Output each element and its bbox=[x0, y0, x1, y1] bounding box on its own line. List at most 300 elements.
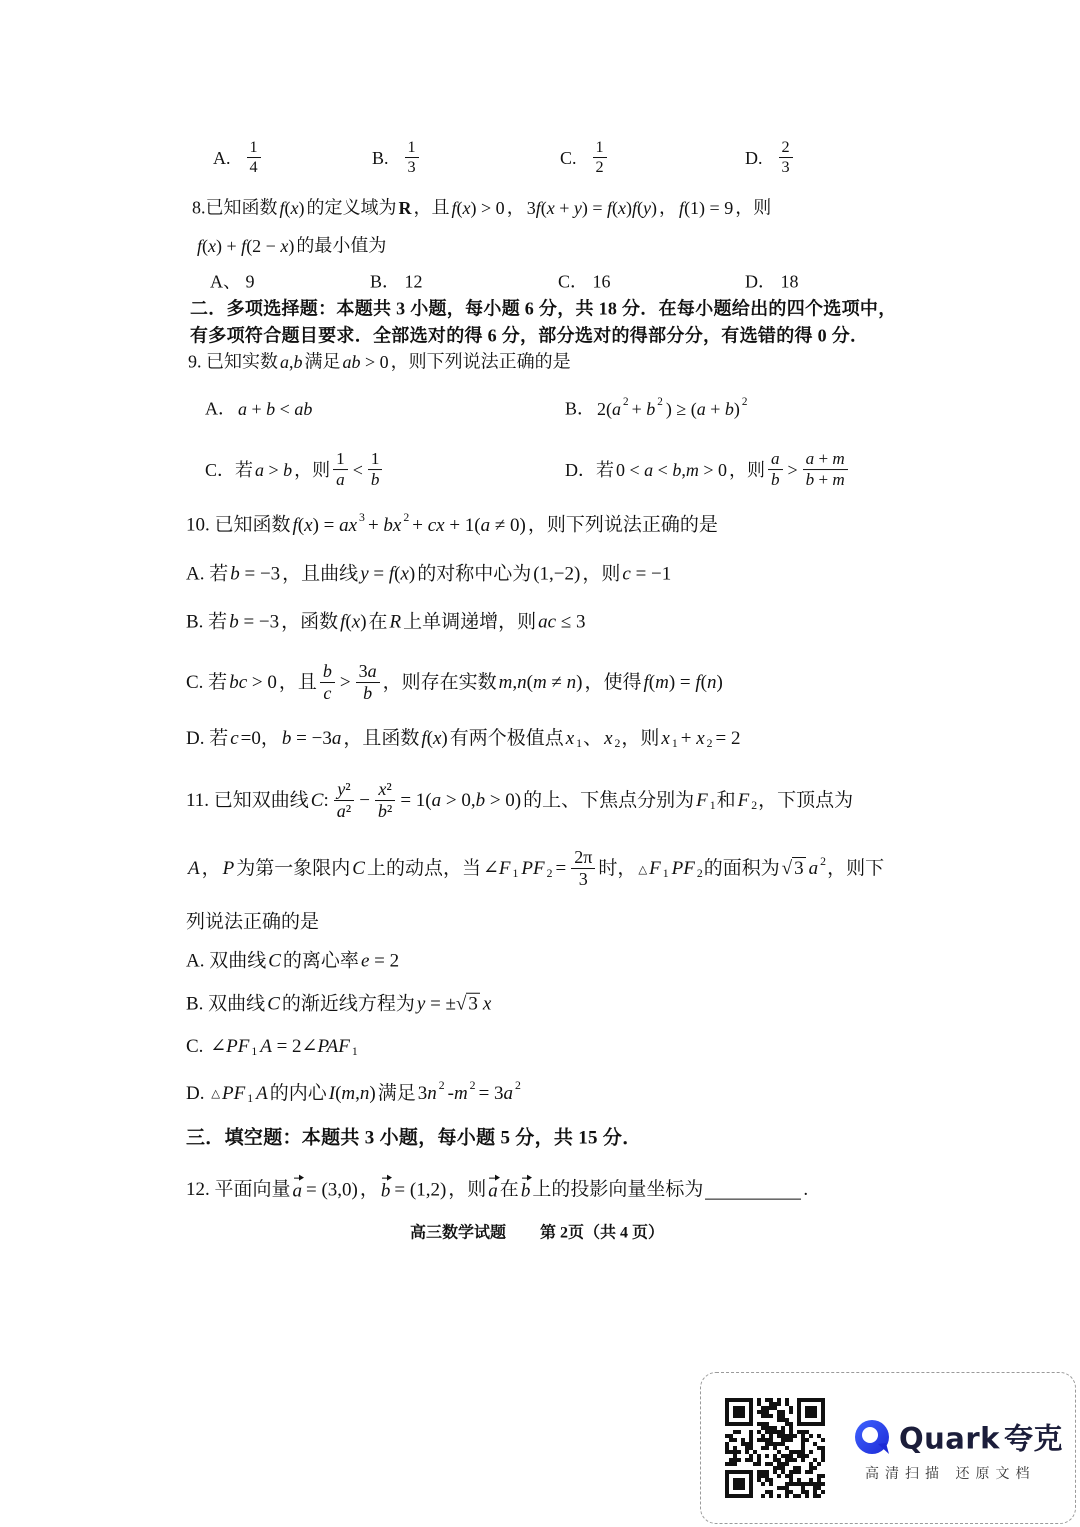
text-run: 满足 bbox=[377, 1082, 416, 1104]
math-expression: C: bbox=[310, 790, 329, 812]
text-run: C. 若 bbox=[186, 672, 228, 694]
math-variable: b bbox=[520, 1180, 531, 1202]
math-variable: a bbox=[808, 858, 819, 880]
text-run: B. 若 bbox=[186, 611, 228, 633]
text-run: 的渐近线方程为 bbox=[281, 993, 415, 1015]
section-2-header-line-1 bbox=[190, 296, 897, 320]
subscript: 1 bbox=[576, 737, 583, 751]
superscript: 2 bbox=[438, 1079, 445, 1093]
math-variable: x bbox=[565, 727, 575, 749]
q8-stem-line-2 bbox=[195, 233, 386, 257]
text-run: ，且曲线 bbox=[282, 563, 359, 585]
math-variable: f bbox=[292, 514, 298, 536]
q7-option-b bbox=[372, 139, 422, 177]
math-variable: x bbox=[208, 235, 217, 256]
text-run: 的最小值为 bbox=[296, 235, 387, 256]
text-run: 的定义域为 bbox=[306, 197, 397, 218]
math-variable: y bbox=[360, 563, 369, 585]
math-variable: x bbox=[400, 563, 409, 585]
fraction-denominator: a² bbox=[336, 801, 352, 822]
math-variable: F bbox=[696, 790, 708, 812]
math-expression: c = −1 bbox=[622, 563, 672, 585]
text-run: C. bbox=[560, 147, 577, 168]
text-run: ，下顶点为 bbox=[758, 790, 854, 812]
math-variable: b bbox=[672, 459, 682, 480]
subscript: 1 bbox=[512, 867, 519, 881]
math-variable: c bbox=[622, 563, 631, 585]
math-variable: b bbox=[770, 470, 780, 490]
text-run: 为第一象限内 bbox=[236, 858, 351, 880]
fraction-numerator bbox=[320, 662, 335, 683]
text-run: ，则存在实数 bbox=[382, 672, 497, 694]
q9-option-d bbox=[565, 450, 851, 490]
text-run: =0， bbox=[240, 727, 280, 749]
q10-option-b bbox=[186, 610, 588, 635]
fraction bbox=[768, 450, 783, 490]
fraction-denominator bbox=[368, 471, 383, 490]
math-expression: f(x) bbox=[279, 197, 305, 218]
fraction-denominator bbox=[320, 684, 334, 704]
fraction-denominator bbox=[768, 471, 783, 490]
math-variable: PF bbox=[226, 1035, 250, 1057]
math-variable: x bbox=[546, 197, 555, 218]
math-expression: -m bbox=[447, 1082, 468, 1104]
math-expression: f(x) bbox=[340, 611, 367, 633]
math-variable: ab bbox=[294, 398, 313, 419]
text-run: A． bbox=[205, 398, 236, 419]
math-variable: b bbox=[377, 801, 387, 822]
text-run: ，且函数 bbox=[343, 727, 420, 749]
q7-option-c bbox=[560, 139, 610, 177]
math-variable: y bbox=[643, 197, 652, 218]
q10-option-d bbox=[186, 726, 743, 752]
quark-watermark bbox=[700, 1372, 1076, 1524]
math-variable: a bbox=[503, 1082, 514, 1104]
math-variable: n bbox=[359, 1082, 370, 1104]
math-variable: f bbox=[197, 235, 203, 256]
math-variable: b bbox=[322, 661, 332, 682]
superscript: 3 bbox=[359, 510, 365, 524]
math-variable: x bbox=[351, 611, 361, 633]
text-run: ， bbox=[659, 197, 678, 218]
math-expression: √ bbox=[781, 858, 793, 880]
math-expression bbox=[483, 994, 491, 1015]
subscript: 1 bbox=[709, 799, 716, 813]
fraction-numerator bbox=[768, 450, 783, 470]
math-variable: x bbox=[618, 197, 627, 218]
math-expression bbox=[696, 790, 708, 811]
math-expression: ) ≥ (a + b) bbox=[665, 398, 740, 419]
math-variable: a bbox=[612, 398, 622, 419]
math-variable: ax bbox=[339, 514, 358, 536]
text-run: 在 bbox=[368, 611, 388, 633]
text-run: . bbox=[803, 1179, 809, 1201]
fraction-denominator bbox=[333, 471, 348, 490]
answer-blank bbox=[705, 1180, 801, 1200]
math-variable: f bbox=[340, 611, 346, 633]
text-run: 11. 已知双曲线 bbox=[186, 790, 309, 812]
quark-logo-icon bbox=[853, 1418, 891, 1456]
q11-stem-line-1 bbox=[186, 780, 853, 822]
fraction-numerator: a + m bbox=[803, 450, 848, 470]
math-variable: b bbox=[281, 727, 292, 749]
math-variable: f bbox=[535, 197, 541, 218]
math-variable: a bbox=[280, 351, 289, 372]
vector-symbol bbox=[521, 1177, 531, 1204]
subscript: 1 bbox=[662, 867, 669, 881]
fraction-denominator: 2 bbox=[595, 158, 604, 177]
math-variable: m bbox=[685, 459, 699, 480]
math-expression: A = 2∠PAF bbox=[260, 1035, 350, 1057]
text-run: ，则 bbox=[294, 459, 331, 480]
math-variable: b bbox=[475, 790, 486, 812]
math-expression bbox=[268, 951, 281, 972]
math-expression bbox=[267, 994, 280, 1015]
text-run: A. 若 bbox=[186, 563, 229, 585]
math-variable: x bbox=[462, 197, 471, 218]
math-variable: PF bbox=[521, 858, 545, 880]
text-run: B. 双曲线 bbox=[186, 993, 266, 1015]
math-expression: e = 2 bbox=[360, 950, 400, 972]
math-expression: y = f(x) bbox=[360, 563, 416, 585]
subscript: 2 bbox=[696, 867, 703, 881]
math-variable: F bbox=[649, 858, 661, 880]
q10-option-c bbox=[186, 662, 725, 704]
math-variable: F bbox=[737, 790, 750, 812]
text-run: ，则 bbox=[621, 727, 660, 749]
text-run: ，则 bbox=[728, 459, 765, 480]
math-expression: I(m,n) bbox=[328, 1082, 376, 1104]
radicand: 3 bbox=[468, 993, 478, 1015]
math-variable: I bbox=[328, 1082, 336, 1104]
math-expression: = (1,2) bbox=[394, 1179, 447, 1201]
text-run: 的对称中心为 bbox=[417, 563, 532, 585]
math-expression: 0 < a < b,m > 0 bbox=[616, 459, 727, 480]
text-run: ，使得 bbox=[584, 672, 642, 694]
math-expression: y = ±√ bbox=[416, 993, 467, 1015]
text-run: 的离心率 bbox=[282, 950, 359, 972]
math-variable: n bbox=[517, 672, 527, 694]
math-expression: = (3,0) bbox=[306, 1179, 358, 1201]
math-expression: 3n bbox=[417, 1082, 437, 1104]
fraction-numerator: y² bbox=[334, 780, 353, 801]
fraction-numerator: 2 bbox=[779, 139, 793, 158]
math-variable: m bbox=[832, 470, 845, 490]
fraction-denominator: b + m bbox=[805, 470, 845, 490]
fraction bbox=[320, 662, 335, 704]
math-variable: a bbox=[431, 790, 442, 812]
math-variable: f bbox=[632, 197, 638, 218]
text-run: 和 bbox=[716, 790, 736, 812]
fraction-denominator: b² bbox=[377, 801, 393, 822]
math-variable: a bbox=[805, 449, 815, 469]
math-expression: a + b < ab bbox=[238, 398, 313, 419]
math-variable: b bbox=[646, 398, 656, 419]
qr-code-icon bbox=[725, 1398, 825, 1498]
math-variable: A bbox=[256, 1082, 268, 1104]
text-run: D. bbox=[186, 1082, 210, 1104]
text-run: C．若 bbox=[205, 459, 254, 480]
math-expression: b = −3a bbox=[281, 727, 342, 749]
math-variable: a bbox=[488, 1180, 498, 1202]
text-run: 的上、下焦点分别为 bbox=[523, 790, 695, 812]
math-variable: C bbox=[310, 790, 324, 812]
text-run: B． 12 bbox=[370, 271, 423, 292]
subscript: 2 bbox=[614, 737, 621, 751]
quark-brand-latin: Quark bbox=[899, 1421, 1000, 1456]
math-expression bbox=[521, 858, 544, 879]
math-expression: + cx + 1(a ≠ 0) bbox=[412, 514, 526, 536]
text-run: A. bbox=[213, 147, 231, 168]
text-run: ，则 bbox=[735, 197, 772, 218]
fraction bbox=[368, 450, 383, 490]
text-run: A、 9 bbox=[210, 271, 255, 292]
math-expression: f(x) bbox=[421, 727, 448, 749]
math-variable: b bbox=[293, 351, 303, 372]
math-expression: > bbox=[339, 672, 351, 694]
math-variable: m bbox=[341, 1082, 356, 1104]
math-expression: m,n(m ≠ n) bbox=[498, 672, 583, 694]
text-run: 10. 已知函数 bbox=[186, 514, 291, 536]
math-variable: b bbox=[724, 398, 734, 419]
math-expression: + bx bbox=[367, 514, 402, 536]
math-variable: b bbox=[230, 563, 240, 585]
fraction bbox=[571, 848, 595, 890]
text-run: A. 双曲线 bbox=[186, 950, 267, 972]
superscript: 2 bbox=[403, 510, 410, 524]
math-variable: a bbox=[367, 661, 377, 682]
math-expression bbox=[649, 858, 661, 879]
math-variable: a bbox=[292, 1180, 303, 1202]
math-variable: x bbox=[661, 727, 670, 749]
math-expression: − bbox=[359, 790, 370, 812]
fraction bbox=[334, 780, 354, 822]
footer-title: 高三数学试题 bbox=[410, 1224, 507, 1242]
math-variable: ac bbox=[538, 611, 557, 633]
q9-option-c bbox=[205, 450, 385, 490]
math-variable: PAF bbox=[317, 1035, 350, 1057]
fraction bbox=[356, 662, 380, 704]
footer-page-number: 第 2页（共 4 页） bbox=[540, 1224, 665, 1242]
math-expression: < bbox=[352, 459, 363, 480]
math-variable: f bbox=[643, 672, 649, 694]
math-expression bbox=[604, 728, 612, 749]
math-variable: y bbox=[573, 197, 582, 218]
vector-symbol bbox=[381, 1177, 391, 1204]
math-variable: f bbox=[421, 727, 427, 749]
text-run: 二．多项选择题：本题共 3 小题，每小题 6 分，共 18 分．在每小题给出的四个选项中， bbox=[190, 298, 897, 319]
math-variable: A bbox=[260, 1035, 272, 1057]
q8-option-d bbox=[745, 269, 799, 293]
text-run: 有多项符合题目要求．全部选对的得 6 分，部分选对的得部分分，有选错的得 0 分． bbox=[190, 325, 869, 346]
fraction-numerator: 1 bbox=[333, 450, 348, 470]
fraction bbox=[405, 139, 419, 177]
math-variable: b bbox=[380, 1180, 391, 1202]
subscript: 1 bbox=[351, 1045, 358, 1059]
subscript: 1 bbox=[251, 1045, 258, 1059]
superscript: 2 bbox=[515, 1079, 521, 1093]
fraction-denominator: 3 bbox=[781, 158, 790, 177]
math-expression: b = −3 bbox=[230, 563, 281, 585]
math-expression: f(x) > 0 bbox=[451, 197, 505, 218]
q11-stem-line-2 bbox=[186, 848, 884, 890]
math-variable: C bbox=[268, 950, 281, 972]
math-variable: x bbox=[280, 235, 289, 256]
math-expression bbox=[223, 858, 235, 879]
fraction-numerator: 1 bbox=[247, 139, 261, 158]
math-variable: n bbox=[427, 1082, 437, 1104]
subscript: 2 bbox=[706, 737, 713, 751]
fraction-denominator: 3 bbox=[578, 869, 588, 890]
superscript: 2 bbox=[657, 395, 663, 408]
text-run: ，则 bbox=[448, 1179, 487, 1201]
math-expression bbox=[256, 1083, 268, 1104]
math-variable: f bbox=[451, 197, 457, 218]
math-variable: m bbox=[453, 1082, 468, 1104]
q11-stem-line-3 bbox=[186, 910, 319, 935]
math-variable: b bbox=[283, 459, 293, 480]
math-expression: > bbox=[787, 459, 798, 480]
fraction-denominator: 3 bbox=[407, 158, 416, 177]
text-run: 有两个极值点 bbox=[449, 727, 564, 749]
text-run: 三．填空题：本题共 3 小题，每小题 5 分，共 15 分． bbox=[186, 1127, 642, 1149]
bold-symbol: R bbox=[398, 197, 412, 218]
math-variable: n bbox=[706, 672, 717, 694]
q10-option-a bbox=[186, 562, 673, 587]
math-variable: x bbox=[378, 779, 387, 800]
subscript: 1 bbox=[671, 737, 678, 751]
text-run: ， bbox=[359, 1179, 379, 1201]
math-variable: x bbox=[482, 993, 492, 1015]
radicand: 3 bbox=[794, 858, 804, 880]
q9-stem bbox=[188, 349, 571, 373]
q9-option-b bbox=[565, 396, 748, 420]
fraction bbox=[779, 139, 793, 177]
math-variable: m bbox=[532, 672, 547, 694]
text-run: 12. 平面向量 bbox=[186, 1179, 291, 1201]
math-expression: 3f(x + y) = f(x)f(y) bbox=[526, 197, 658, 218]
q8-stem-line-1 bbox=[192, 195, 771, 219]
math-expression: f(x) = ax bbox=[292, 514, 358, 536]
superscript: 2 bbox=[820, 854, 827, 868]
text-run: 的面积为 bbox=[703, 858, 780, 880]
superscript: 2 bbox=[469, 1079, 476, 1093]
text-run: 满足 bbox=[304, 351, 341, 372]
math-expression: bc > 0 bbox=[229, 672, 277, 694]
text-run: ，则 bbox=[582, 563, 621, 585]
math-expression: f(x) + f(2 − x) bbox=[197, 235, 295, 256]
q11-option-b bbox=[186, 992, 493, 1017]
text-run: ，则下 bbox=[827, 858, 885, 880]
text-run: ，函数 bbox=[281, 611, 339, 633]
q7-option-d bbox=[745, 139, 796, 177]
math-expression bbox=[188, 858, 200, 879]
math-expression: ∠F bbox=[482, 858, 511, 880]
math-variable: P bbox=[222, 858, 235, 880]
text-run: C． 16 bbox=[558, 271, 611, 292]
math-expression: ac ≤ 3 bbox=[538, 611, 586, 633]
math-expression bbox=[222, 1083, 245, 1104]
math-variable: m bbox=[498, 672, 513, 694]
text-run: D．若 bbox=[565, 459, 614, 480]
math-expression: = 1(a > 0,b > 0) bbox=[400, 790, 522, 812]
math-variable: cx bbox=[427, 514, 445, 536]
text-run: 9. 已知实数 bbox=[188, 351, 278, 372]
math-variable: c bbox=[230, 727, 239, 749]
q8-option-b bbox=[370, 269, 423, 293]
fraction bbox=[593, 139, 607, 177]
fraction bbox=[375, 780, 395, 822]
math-variable: a bbox=[644, 459, 654, 480]
math-expression: ∠PF bbox=[210, 1035, 250, 1057]
q11-option-d bbox=[186, 1079, 522, 1107]
math-variable: b bbox=[266, 398, 276, 419]
text-run: 上的动点，当 bbox=[366, 858, 481, 880]
text-run: 列说法正确的是 bbox=[186, 911, 320, 933]
math-variable: a bbox=[336, 801, 346, 822]
fraction-numerator: 2π bbox=[571, 848, 595, 869]
fraction-denominator bbox=[360, 684, 375, 704]
math-variable: x bbox=[604, 727, 613, 749]
math-variable: n bbox=[566, 672, 577, 694]
math-expression: f(1) = 9 bbox=[679, 197, 734, 218]
math-variable: C bbox=[267, 993, 280, 1015]
text-run: 在 bbox=[499, 1179, 519, 1201]
math-expression: = 3a bbox=[478, 1082, 514, 1104]
fraction-numerator: 1 bbox=[405, 139, 419, 158]
text-run: ， bbox=[506, 197, 525, 218]
fraction-numerator: 1 bbox=[368, 450, 383, 470]
math-expression: = bbox=[555, 858, 567, 880]
fraction bbox=[803, 450, 848, 490]
math-variable: f bbox=[607, 197, 613, 218]
math-expression bbox=[809, 858, 819, 879]
math-expression: (1,−2) bbox=[533, 563, 581, 585]
math-variable: a bbox=[696, 398, 706, 419]
math-variable: A bbox=[188, 858, 200, 880]
vector-symbol bbox=[293, 1177, 303, 1204]
math-variable: f bbox=[695, 672, 701, 694]
text-run: D. 若 bbox=[186, 727, 229, 749]
math-variable: m bbox=[832, 449, 845, 469]
math-variable: a bbox=[255, 459, 265, 480]
math-variable: b bbox=[805, 470, 815, 490]
math-expression bbox=[390, 612, 402, 633]
math-variable: a bbox=[770, 449, 780, 469]
math-expression: f(m) = f(n) bbox=[643, 672, 723, 694]
fraction bbox=[333, 450, 348, 490]
text-run: B． bbox=[565, 398, 596, 419]
section-2-header-line-2 bbox=[190, 323, 868, 347]
math-variable: F bbox=[498, 858, 511, 880]
triangle-symbol: △ bbox=[211, 1088, 220, 1101]
math-variable: bc bbox=[229, 672, 248, 694]
math-expression bbox=[672, 858, 695, 879]
quark-brand-name bbox=[899, 1417, 1063, 1458]
text-run: 的内心 bbox=[269, 1082, 327, 1104]
q8-option-c bbox=[558, 269, 611, 293]
math-expression: + b bbox=[631, 398, 656, 419]
math-variable: PF bbox=[671, 858, 695, 880]
math-variable: x bbox=[290, 197, 299, 218]
text-run: ，且 bbox=[278, 672, 317, 694]
math-variable: b bbox=[370, 470, 380, 490]
text-run: 上单调递增，则 bbox=[403, 611, 537, 633]
fraction bbox=[247, 139, 261, 177]
math-variable: R bbox=[389, 611, 402, 633]
text-run: D． 18 bbox=[745, 271, 799, 292]
q12-stem bbox=[186, 1177, 808, 1204]
